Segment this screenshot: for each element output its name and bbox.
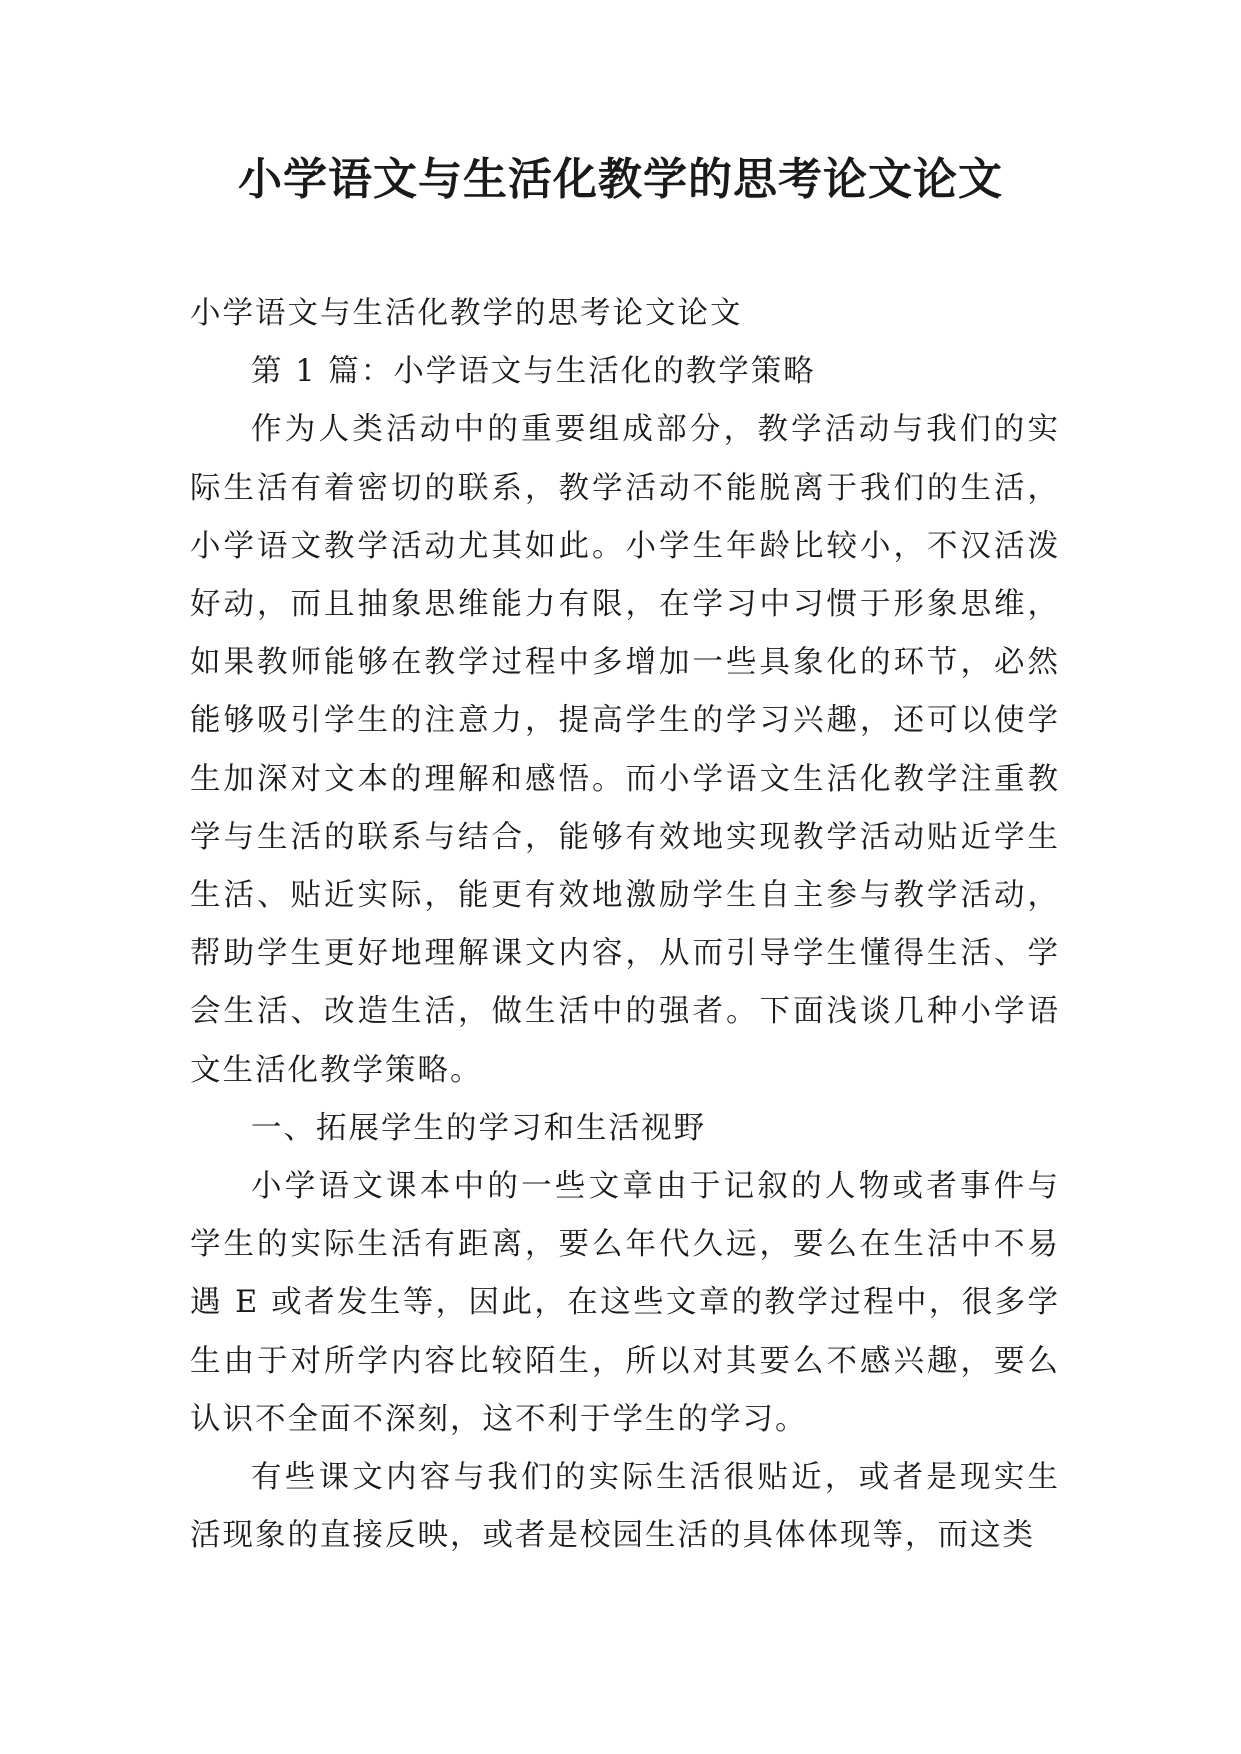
body-paragraph: 有些课文内容与我们的实际生活很贴近，或者是现实生活现象的直接反映，或者是校园生活的具体体现等，而这类 bbox=[190, 1460, 1060, 1554]
document-body bbox=[190, 285, 1060, 1565]
document-title: 小学语文与生活化教学的思考论文论文 bbox=[238, 154, 1003, 205]
subheading: 一、拓展学生的学习和生活视野 bbox=[251, 1110, 706, 1146]
body-paragraph: 作为人类活动中的重要组成部分，教学活动与我们的实际生活有着密切的联系，教学活动不能脱离于我们的生活，小学语文教学活动尤其如此。小学生年龄比较小，不汉活泼好动，而且抽象思维能力有限，在学习中习惯于形象思维，如果教师能够在教学过程中多增加一些具象化的环节，必然能够吸引学生的注意力，提高学生的学习兴趣，还可以使学生加深对文本的理解和感悟。而小学语文生活化教学注重教学与生活的联系与结合，能够有效地实现教学活动贴近学生生活、贴近实际，能更有效地激励学生自主参与教学活动，帮助学生更好地理解课文内容，从而引导学生懂得生活、学会生活、改造生活，做生活中的强者。下面浅谈几种小学语文生活化教学策略。 bbox=[190, 412, 1060, 1088]
body-paragraph: 小学语文课本中的一些文章由于记叙的人物或者事件与学生的实际生活有距离，要么年代久远，要么在生活中不易遇 E 或者发生等，因此，在这些文章的教学过程中，很多学生由于对所学内容比较陌生，所以对其要么不感兴趣，要么认识不全面不深刻，这不利于学生的学习。 bbox=[190, 1169, 1060, 1437]
document-subtitle: 小学语文与生活化教学的思考论文论文 bbox=[190, 296, 743, 331]
section-heading: 第 1 篇：小学语文与生活化的教学策略 bbox=[251, 354, 816, 390]
